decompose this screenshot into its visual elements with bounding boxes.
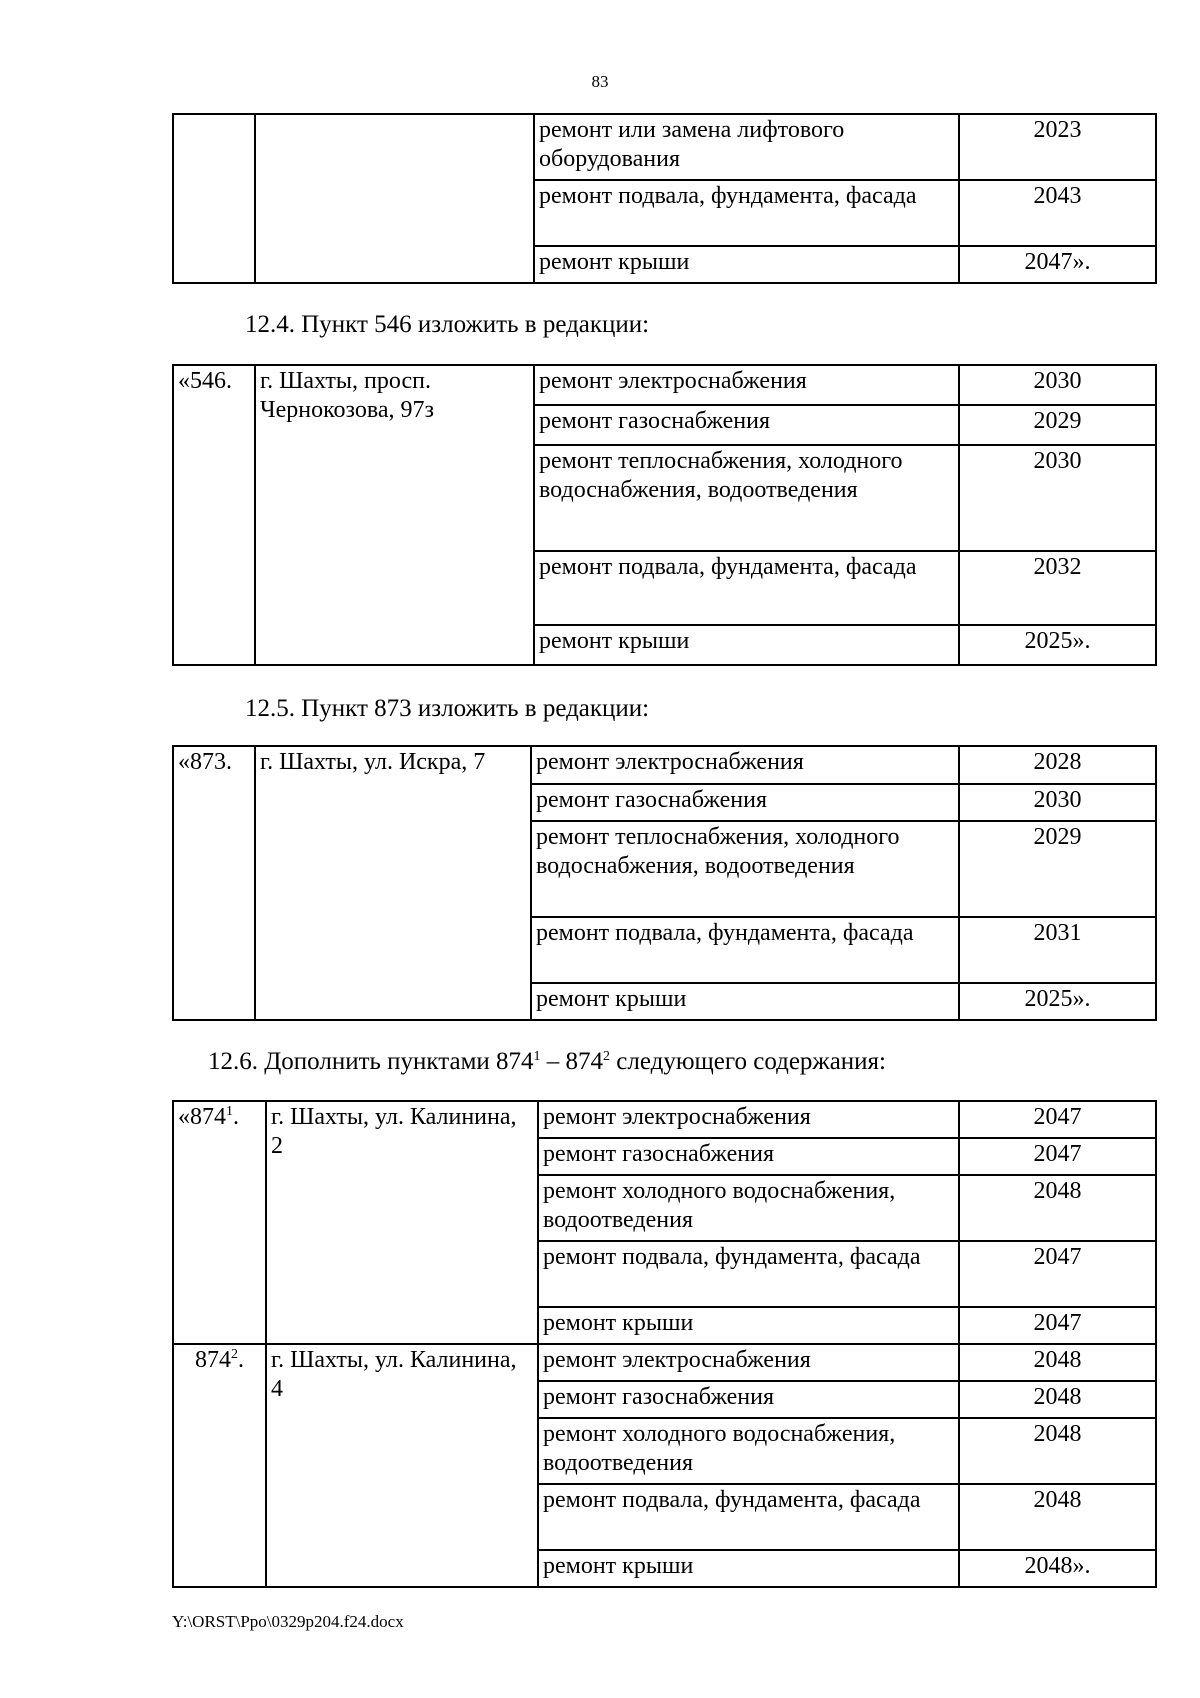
- year-cell: 2047: [959, 1307, 1156, 1344]
- item-number: «546.: [173, 365, 255, 665]
- item-address: г. Шахты, ул. Искра, 7: [255, 746, 531, 1020]
- work-cell: ремонт подвала, фундамента, фасада: [534, 180, 959, 246]
- work-cell: ремонт электроснабжения: [538, 1344, 959, 1381]
- year-cell: 2047».: [959, 246, 1156, 283]
- year-cell: 2023: [959, 114, 1156, 180]
- year-cell: 2047: [959, 1241, 1156, 1307]
- paragraph-12-6: [208, 1047, 886, 1077]
- year-cell: 2048: [959, 1344, 1156, 1381]
- work-cell: ремонт холодного водоснабжения, водоотведения: [538, 1418, 959, 1484]
- work-cell: ремонт электроснабжения: [538, 1101, 959, 1138]
- work-cell: ремонт подвала, фундамента, фасада: [538, 1241, 959, 1307]
- work-cell: ремонт или замена лифтового оборудования: [534, 114, 959, 180]
- year-cell: 2047: [959, 1101, 1156, 1138]
- work-cell: ремонт газоснабжения: [531, 784, 959, 821]
- year-cell: 2030: [959, 784, 1156, 821]
- paragraph-12-5: 12.5. Пункт 873 изложить в редакции:: [245, 695, 650, 722]
- year-cell: 2048: [959, 1381, 1156, 1418]
- year-cell: 2048».: [959, 1550, 1156, 1587]
- footer-file-path: Y:\ORST\Ppo\0329p204.f24.docx: [172, 1612, 404, 1631]
- item-number-prefix: «874: [178, 1104, 226, 1130]
- work-cell: ремонт газоснабжения: [538, 1138, 959, 1175]
- table-row: [173, 114, 1156, 180]
- item-address: г. Шахты, просп. Чернокозова, 97з: [255, 365, 534, 665]
- work-cell: ремонт теплоснабжения, холодного водоснабжения, водоотведения: [534, 445, 959, 551]
- year-cell: 2048: [959, 1175, 1156, 1241]
- year-cell: 2047: [959, 1138, 1156, 1175]
- year-cell: 2025».: [959, 983, 1156, 1020]
- year-cell: 2030: [959, 445, 1156, 551]
- page-number: 83: [591, 72, 609, 91]
- table-items-874: [172, 1100, 1157, 1588]
- item-number: «873.: [173, 746, 255, 1020]
- paragraph-part: следующего содержания:: [610, 1048, 886, 1075]
- work-cell: ремонт крыши: [534, 246, 959, 283]
- work-cell: ремонт подвала, фундамента, фасада: [534, 551, 959, 625]
- superscript: 1: [226, 1104, 233, 1119]
- number-cell: [173, 114, 255, 283]
- year-cell: 2029: [959, 405, 1156, 445]
- work-cell: ремонт газоснабжения: [534, 405, 959, 445]
- item-number-suffix: .: [238, 1347, 244, 1373]
- table-item-546: [172, 364, 1157, 666]
- year-cell: 2032: [959, 551, 1156, 625]
- item-address: г. Шахты, ул. Калинина, 4: [266, 1344, 538, 1587]
- work-cell: ремонт крыши: [538, 1307, 959, 1344]
- paragraph-12-4: 12.4. Пункт 546 изложить в редакции:: [245, 311, 650, 338]
- superscript: 2: [603, 1049, 611, 1064]
- work-cell: ремонт электроснабжения: [534, 365, 959, 405]
- year-cell: 2043: [959, 180, 1156, 246]
- work-cell: ремонт газоснабжения: [538, 1381, 959, 1418]
- item-number-suffix: .: [233, 1104, 239, 1130]
- year-cell: 2030: [959, 365, 1156, 405]
- work-cell: ремонт холодного водоснабжения, водоотведения: [538, 1175, 959, 1241]
- work-cell: ремонт теплоснабжения, холодного водоснабжения, водоотведения: [531, 821, 959, 917]
- year-cell: 2029: [959, 821, 1156, 917]
- year-cell: 2028: [959, 746, 1156, 784]
- year-cell: 2025».: [959, 625, 1156, 665]
- item-address: г. Шахты, ул. Калинина, 2: [266, 1101, 538, 1344]
- work-cell: ремонт электроснабжения: [531, 746, 959, 784]
- table-continuation: [172, 113, 1157, 284]
- table-row: [173, 1344, 1156, 1381]
- table-row: [173, 365, 1156, 405]
- item-number: [173, 1344, 266, 1587]
- paragraph-part: 12.6. Дополнить пунктами 874: [208, 1048, 534, 1075]
- work-cell: ремонт крыши: [531, 983, 959, 1020]
- year-cell: 2048: [959, 1484, 1156, 1550]
- table-row: [173, 746, 1156, 784]
- work-cell: ремонт подвала, фундамента, фасада: [531, 917, 959, 983]
- work-cell: ремонт подвала, фундамента, фасада: [538, 1484, 959, 1550]
- paragraph-part: – 874: [540, 1048, 604, 1075]
- item-number-prefix: 874: [195, 1347, 231, 1373]
- year-cell: 2048: [959, 1418, 1156, 1484]
- address-cell: [255, 114, 534, 283]
- table-row: [173, 1101, 1156, 1138]
- table-item-873: [172, 745, 1157, 1021]
- superscript: 1: [533, 1049, 541, 1064]
- item-number: [173, 1101, 266, 1344]
- superscript: 2: [231, 1347, 238, 1362]
- work-cell: ремонт крыши: [534, 625, 959, 665]
- work-cell: ремонт крыши: [538, 1550, 959, 1587]
- year-cell: 2031: [959, 917, 1156, 983]
